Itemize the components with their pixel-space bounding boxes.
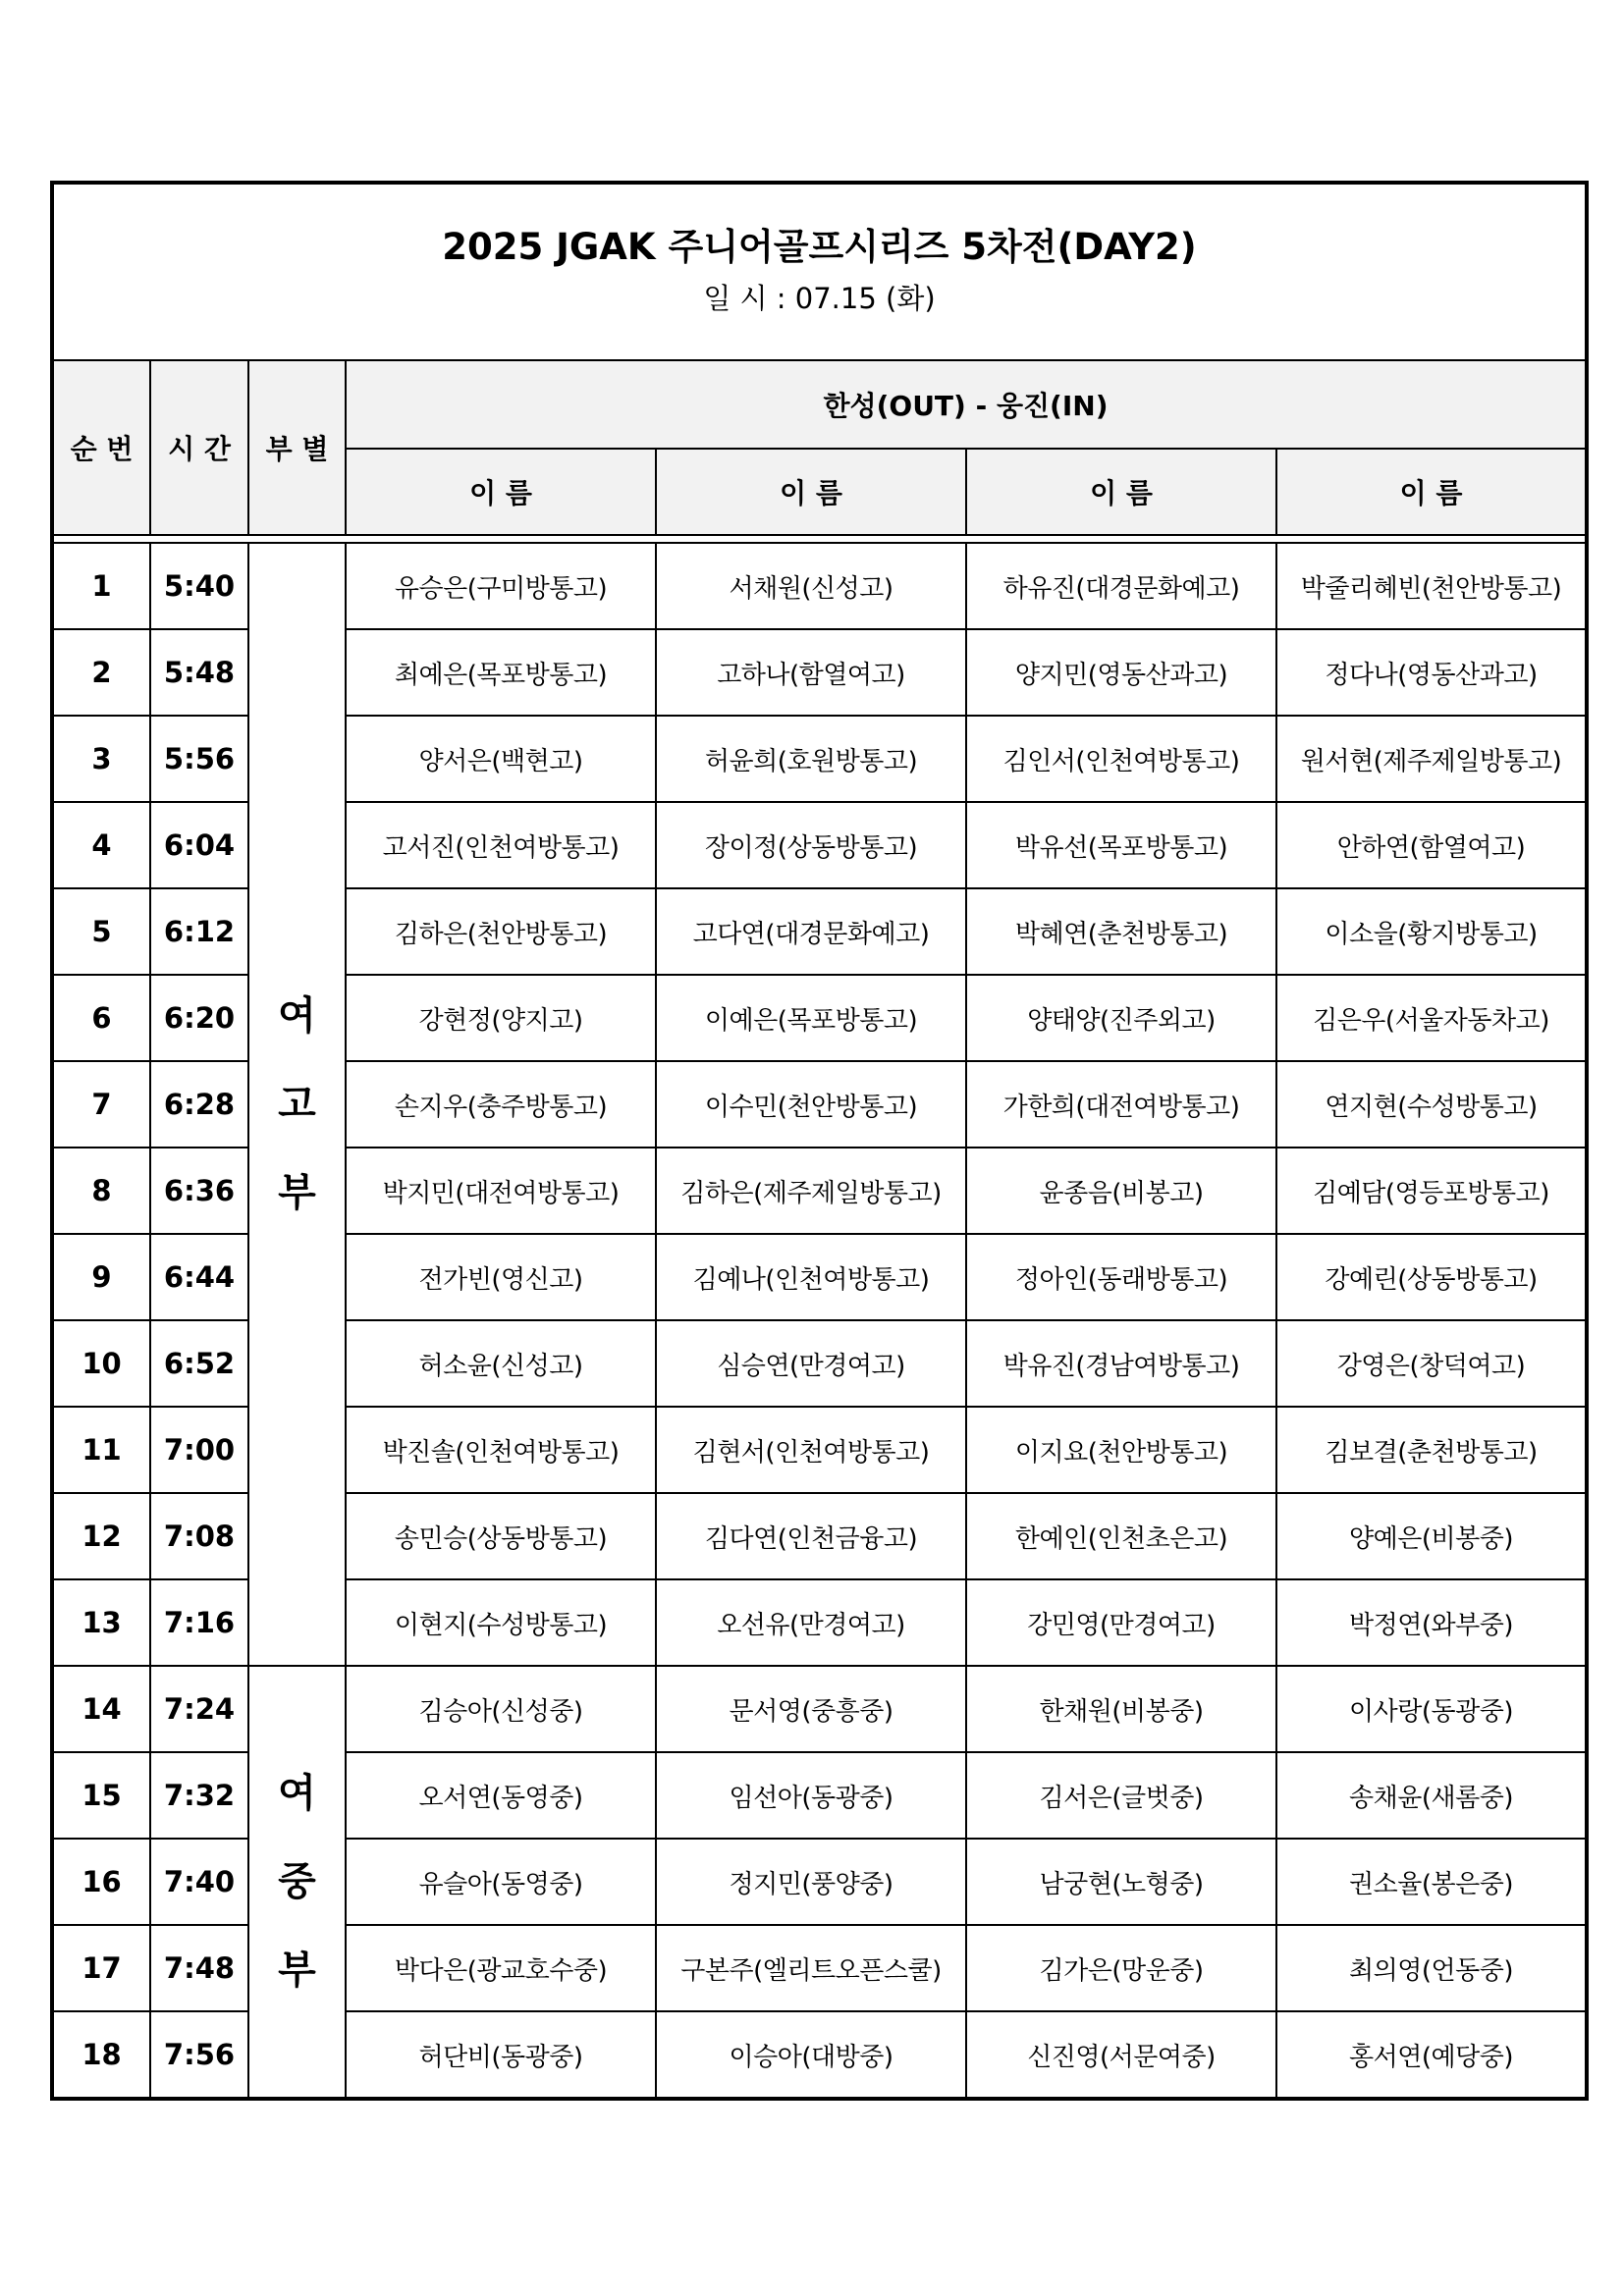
tee-time: 5:40 [150, 543, 248, 629]
tee-time: 7:16 [150, 1579, 248, 1666]
player-name: 하유진(대경문화예고) [966, 543, 1276, 629]
player-name: 오서연(동영중) [346, 1752, 656, 1839]
player-name: 안하연(함열여고) [1276, 802, 1587, 888]
tee-time: 6:52 [150, 1320, 248, 1407]
header-time: 시 간 [150, 360, 248, 535]
player-name: 강영은(창덕여고) [1276, 1320, 1587, 1407]
player-name: 정아인(동래방통고) [966, 1234, 1276, 1320]
row-number: 6 [52, 975, 150, 1061]
player-name: 서채원(신성고) [656, 543, 966, 629]
player-name: 남궁현(노형중) [966, 1839, 1276, 1925]
row-number: 16 [52, 1839, 150, 1925]
header-divider [52, 535, 1587, 543]
player-name: 홍서연(예당중) [1276, 2011, 1587, 2099]
player-name: 송채윤(새롬중) [1276, 1752, 1587, 1839]
player-name: 임선아(동광중) [656, 1752, 966, 1839]
player-name: 양지민(영동산과고) [966, 629, 1276, 716]
tee-time: 6:20 [150, 975, 248, 1061]
player-name: 고서진(인천여방통고) [346, 802, 656, 888]
row-number: 7 [52, 1061, 150, 1148]
row-number: 1 [52, 543, 150, 629]
tee-time: 6:04 [150, 802, 248, 888]
player-name: 손지우(충주방통고) [346, 1061, 656, 1148]
tee-time: 7:08 [150, 1493, 248, 1579]
player-name: 문서영(중흥중) [656, 1666, 966, 1752]
player-name: 이사랑(동광중) [1276, 1666, 1587, 1752]
player-name: 이소을(황지방통고) [1276, 888, 1587, 975]
player-name: 최의영(언동중) [1276, 1925, 1587, 2011]
header-order: 순 번 [52, 360, 150, 535]
player-name: 원서현(제주제일방통고) [1276, 716, 1587, 802]
player-name: 유승은(구미방통고) [346, 543, 656, 629]
player-name: 강현정(양지고) [346, 975, 656, 1061]
player-name: 박줄리혜빈(천안방통고) [1276, 543, 1587, 629]
player-name: 김예나(인천여방통고) [656, 1234, 966, 1320]
row-number: 2 [52, 629, 150, 716]
header-name-1: 이 름 [346, 449, 656, 535]
header-division: 부 별 [248, 360, 346, 535]
player-name: 이수민(천안방통고) [656, 1061, 966, 1148]
player-name: 김은우(서울자동차고) [1276, 975, 1587, 1061]
header-course: 한성(OUT) - 웅진(IN) [346, 360, 1587, 449]
row-number: 15 [52, 1752, 150, 1839]
player-name: 허소윤(신성고) [346, 1320, 656, 1407]
player-name: 전가빈(영신고) [346, 1234, 656, 1320]
row-number: 10 [52, 1320, 150, 1407]
tee-time: 5:56 [150, 716, 248, 802]
player-name: 가한희(대전여방통고) [966, 1061, 1276, 1148]
player-name: 강민영(만경여고) [966, 1579, 1276, 1666]
tee-time: 7:40 [150, 1839, 248, 1925]
row-number: 9 [52, 1234, 150, 1320]
division-char: 부 [278, 1170, 316, 1215]
player-name: 유슬아(동영중) [346, 1839, 656, 1925]
player-name: 김가은(망운중) [966, 1925, 1276, 2011]
tee-time: 7:48 [150, 1925, 248, 2011]
tee-time: 7:24 [150, 1666, 248, 1752]
player-name: 송민승(상동방통고) [346, 1493, 656, 1579]
header-name-4: 이 름 [1276, 449, 1587, 535]
tee-time: 7:32 [150, 1752, 248, 1839]
tee-time: 5:48 [150, 629, 248, 716]
player-name: 오선유(만경여고) [656, 1579, 966, 1666]
player-name: 연지현(수성방통고) [1276, 1061, 1587, 1148]
player-name: 정지민(풍양중) [656, 1839, 966, 1925]
row-number: 8 [52, 1148, 150, 1234]
player-name: 윤종음(비봉고) [966, 1148, 1276, 1234]
title-block [52, 183, 1587, 360]
player-name: 허단비(동광중) [346, 2011, 656, 2099]
table-row [52, 543, 1587, 629]
player-name: 장이정(상동방통고) [656, 802, 966, 888]
player-name: 고하나(함열여고) [656, 629, 966, 716]
row-number: 14 [52, 1666, 150, 1752]
player-name: 김예담(영등포방통고) [1276, 1148, 1587, 1234]
player-name: 김인서(인천여방통고) [966, 716, 1276, 802]
player-name: 최예은(목포방통고) [346, 629, 656, 716]
player-name: 정다나(영동산과고) [1276, 629, 1587, 716]
player-name: 김보결(춘천방통고) [1276, 1407, 1587, 1493]
division-char: 중 [278, 1859, 316, 1904]
row-number: 4 [52, 802, 150, 888]
row-number: 17 [52, 1925, 150, 2011]
player-name: 김하은(제주제일방통고) [656, 1148, 966, 1234]
player-name: 김서은(글벗중) [966, 1752, 1276, 1839]
player-name: 구본주(엘리트오픈스쿨) [656, 1925, 966, 2011]
player-name: 이예은(목포방통고) [656, 975, 966, 1061]
player-name: 박유선(목포방통고) [966, 802, 1276, 888]
player-name: 박혜연(춘천방통고) [966, 888, 1276, 975]
tee-time: 7:56 [150, 2011, 248, 2099]
player-name: 권소율(봉은중) [1276, 1839, 1587, 1925]
player-name: 박정연(와부중) [1276, 1579, 1587, 1666]
header-name-2: 이 름 [656, 449, 966, 535]
division-char: 고 [278, 1082, 316, 1127]
table-row [52, 1666, 1587, 1752]
player-name: 강예린(상동방통고) [1276, 1234, 1587, 1320]
header-name-3: 이 름 [966, 449, 1276, 535]
player-name: 심승연(만경여고) [656, 1320, 966, 1407]
player-name: 박유진(경남여방통고) [966, 1320, 1276, 1407]
player-name: 이지요(천안방통고) [966, 1407, 1276, 1493]
row-number: 13 [52, 1579, 150, 1666]
player-name: 고다연(대경문화예고) [656, 888, 966, 975]
tee-time: 7:00 [150, 1407, 248, 1493]
row-number: 18 [52, 2011, 150, 2099]
page-title: 2025 JGAK 주니어골프시리즈 5차전(DAY2) [442, 226, 1197, 268]
player-name: 김승아(신성중) [346, 1666, 656, 1752]
player-name: 양서은(백현고) [346, 716, 656, 802]
row-number: 12 [52, 1493, 150, 1579]
row-number: 11 [52, 1407, 150, 1493]
event-date: 일 시 : 07.15 (화) [703, 282, 936, 315]
player-name: 이승아(대방중) [656, 2011, 966, 2099]
division-char: 여 [278, 1771, 316, 1816]
player-name: 한예인(인천초은고) [966, 1493, 1276, 1579]
player-name: 양예은(비봉중) [1276, 1493, 1587, 1579]
tee-time: 6:12 [150, 888, 248, 975]
player-name: 김하은(천안방통고) [346, 888, 656, 975]
row-number: 3 [52, 716, 150, 802]
division-char: 부 [278, 1948, 316, 1993]
tee-time: 6:36 [150, 1148, 248, 1234]
tee-time: 6:44 [150, 1234, 248, 1320]
player-name: 한채원(비봉중) [966, 1666, 1276, 1752]
row-number: 5 [52, 888, 150, 975]
tee-time-table [50, 181, 1589, 2101]
player-name: 김다연(인천금융고) [656, 1493, 966, 1579]
player-name: 이현지(수성방통고) [346, 1579, 656, 1666]
division-label [248, 543, 346, 1666]
division-label [248, 1666, 346, 2099]
tee-time-sheet [50, 181, 1585, 2101]
player-name: 양태양(진주외고) [966, 975, 1276, 1061]
player-name: 박지민(대전여방통고) [346, 1148, 656, 1234]
player-name: 신진영(서문여중) [966, 2011, 1276, 2099]
tee-time: 6:28 [150, 1061, 248, 1148]
player-name: 박다은(광교호수중) [346, 1925, 656, 2011]
division-char: 여 [278, 993, 316, 1039]
player-name: 박진솔(인천여방통고) [346, 1407, 656, 1493]
player-name: 허윤희(호원방통고) [656, 716, 966, 802]
player-name: 김현서(인천여방통고) [656, 1407, 966, 1493]
